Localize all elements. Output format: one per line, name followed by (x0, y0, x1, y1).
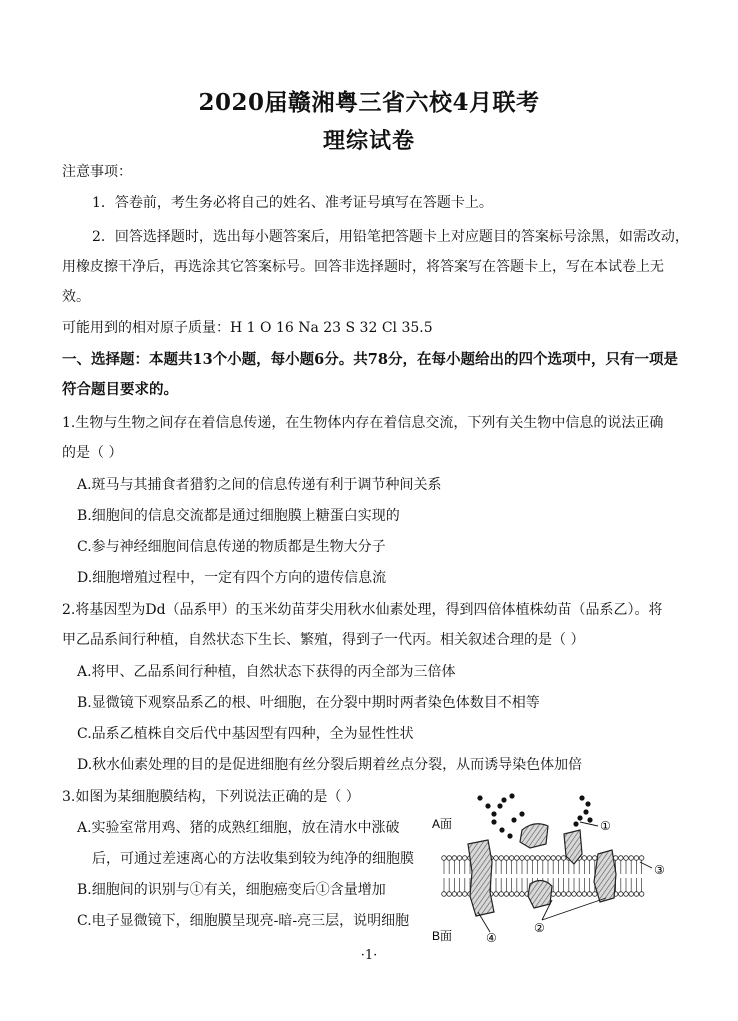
cell-membrane-diagram (430, 792, 682, 948)
q3-option-a-line-2: 后，可通过差速离心的方法收集到较为纯净的细胞膜 (92, 851, 414, 867)
section-heading-line-1: 一、选择题：本题共13个小题，每小题6分。共78分，在每小题给出的四个选项中，只有一项是 (62, 351, 678, 368)
q3-option-a-line-1: A.实验室常用鸡、猪的成熟红细胞，放在清水中涨破 (77, 820, 400, 836)
q1-stem-line-1: 1.生物与生物之间存在着信息传递，在生物体内存在着信息交流，下列有关生物中信息的说法正确 (62, 415, 664, 431)
q2-option-a: A.将甲、乙品系间行种植，自然状态下获得的丙全部为三倍体 (77, 664, 456, 680)
notice-item-2-line-2: 用橡皮擦干净后，再选涂其它答案标号。回答非选择题时，将答案写在答题卡上，写在本试卷上无 (62, 259, 664, 275)
q2-option-c: C.品系乙植株自交后代中基因型有四种，全为显性性状 (77, 726, 414, 742)
q1-option-a: A.斑马与其捕食者猎豹之间的信息传递有利于调节种间关系 (77, 477, 442, 493)
q1-stem-line-2: 的是（ ） (62, 445, 123, 461)
marker-4: ④ (486, 931, 497, 945)
notice-item-2-line-3: 效。 (62, 289, 90, 305)
exam-title: 2020届赣湘粤三省六校4月联考 (198, 89, 540, 116)
q3-stem: 3.如图为某细胞膜结构，下列说法正确的是（ ） (62, 789, 360, 805)
marker-1: ① (600, 819, 611, 833)
q1-option-d: D.细胞增殖过程中，一定有四个方向的遗传信息流 (77, 570, 387, 586)
inner-protein-center (528, 880, 552, 908)
marker-2: ② (534, 921, 545, 935)
q2-stem-line-2: 甲乙品系间行种植，自然状态下生长、繁殖，得到子一代丙。相关叙述合理的是（ ） (62, 632, 585, 648)
transmembrane-protein-left (468, 840, 494, 916)
notice-item-2-line-1: 2．回答选择题时，选出每小题答案后，用铅笔把答题卡上对应题目的答案标号涂黑，如需改动， (92, 229, 689, 245)
q1-option-c: C.参与神经细胞间信息传递的物质都是生物大分子 (77, 539, 386, 555)
marker-3: ③ (654, 863, 665, 877)
section-heading-line-2: 符合题目要求的。 (62, 381, 178, 398)
transmembrane-protein-right (594, 850, 616, 902)
atomic-masses: 可能用到的相对原子质量：H 1 O 16 Na 23 S 32 Cl 35.5 (62, 320, 433, 336)
notice-heading: 注意事项： (62, 164, 132, 180)
q3-option-c: C.电子显微镜下，细胞膜呈现亮-暗-亮三层，说明细胞 (77, 913, 410, 929)
q3-option-b: B.细胞间的识别与①有关，细胞癌变后①含量增加 (77, 882, 386, 898)
face-b-label: B面 (432, 929, 453, 943)
face-a-label: A面 (432, 817, 453, 831)
surface-protein-center (520, 824, 548, 848)
q2-stem-line-1: 2.将基因型为Dd（品系甲）的玉米幼苗芽尖用秋水仙素处理，得到四倍体植株幼苗（品系乙）。将 (62, 602, 663, 618)
q1-option-b: B.细胞间的信息交流都是通过细胞膜上糖蛋白实现的 (77, 508, 400, 524)
q2-option-b: B.显微镜下观察品系乙的根、叶细胞，在分裂中期时两者染色体数目不相等 (77, 695, 540, 711)
page-number: ·1· (360, 948, 378, 963)
notice-item-1: 1．答卷前，考生务必将自己的姓名、准考证号填写在答题卡上。 (92, 195, 493, 211)
q2-option-d: D.秋水仙素处理的目的是促进细胞有丝分裂后期着丝点分裂，从而诱导染色体加倍 (77, 757, 583, 773)
exam-subtitle: 理综试卷 (322, 128, 415, 154)
